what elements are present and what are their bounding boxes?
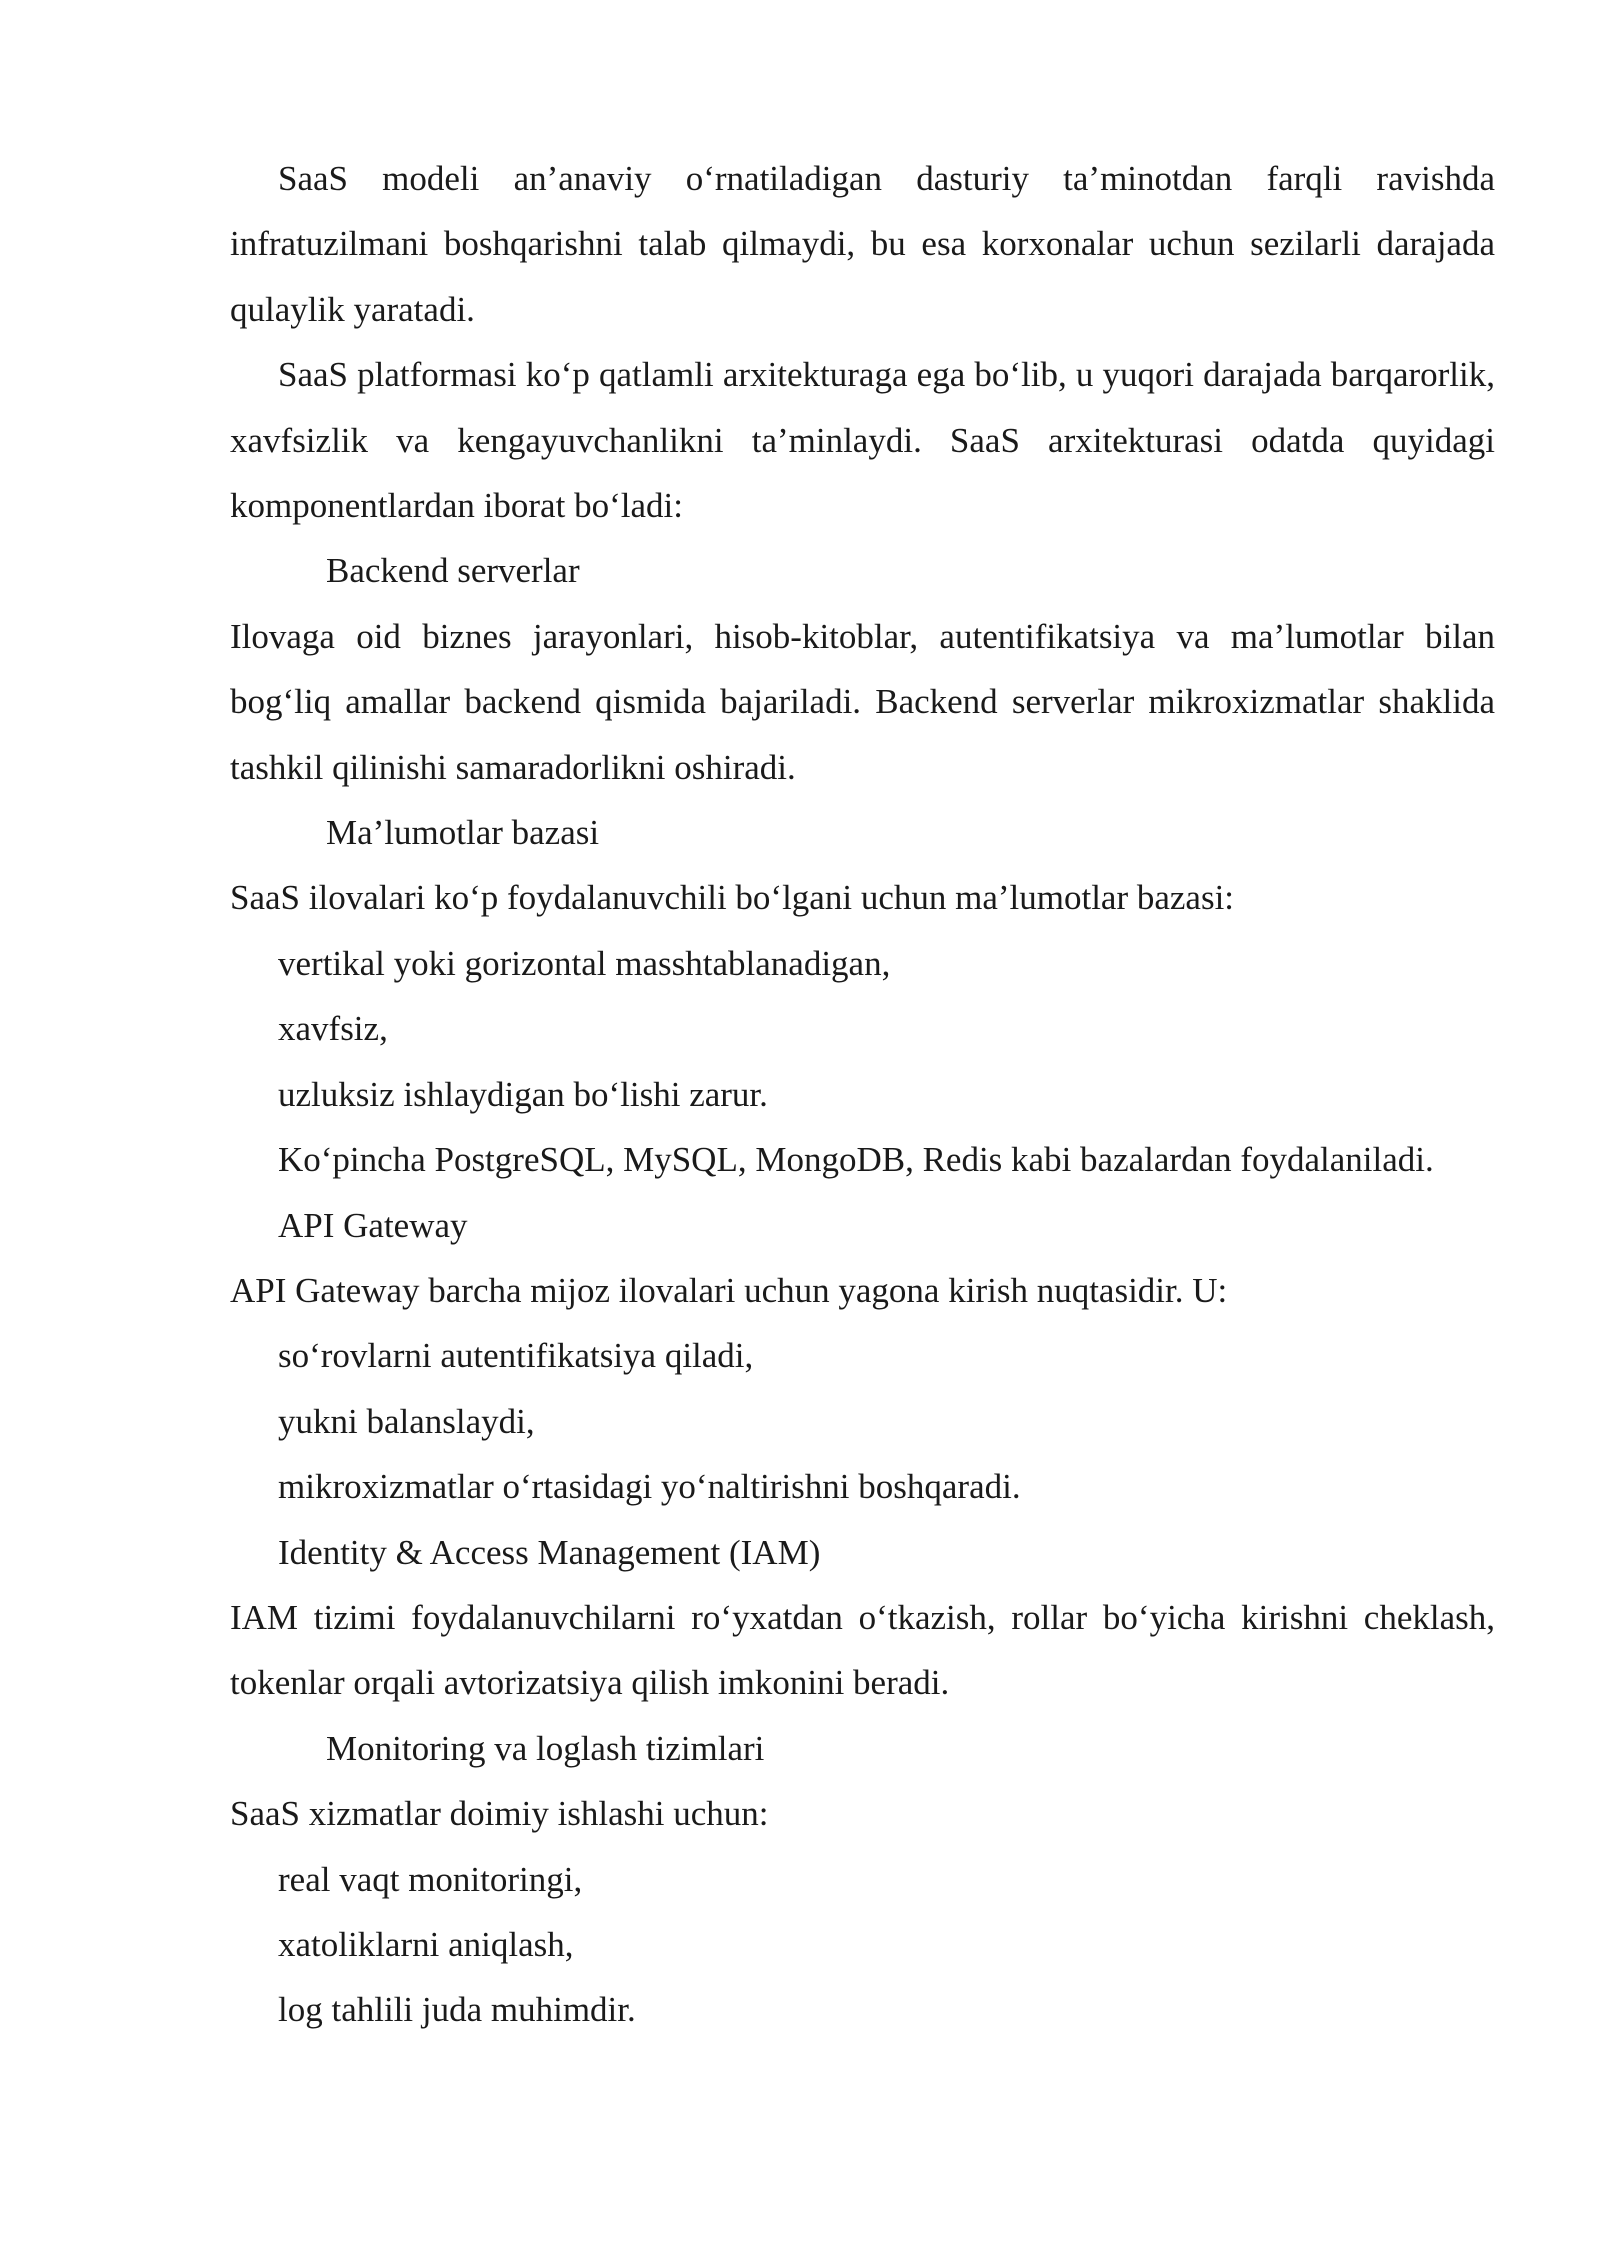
list-item-database-scalable: vertikal yoki gorizontal masshtablanadigan, [278,943,891,983]
paragraph-iam: IAM tizimi foydalanuvchilarni ro‘yxatdan o‘tkazish, rollar bo‘yicha kirishni cheklash, tokenlar orqali avtorizatsiya qilish imkonini beradi. [230,1597,1495,1703]
heading-monitoring: Monitoring va loglash tizimlari [326,1728,765,1768]
paragraph-api-gateway-intro: API Gateway barcha mijoz ilovalari uchun yagona kirish nuqtasidir. U: [230,1270,1228,1310]
paragraph-database-examples: Ko‘pincha PostgreSQL, MySQL, MongoDB, Redis kabi bazalardan foydalaniladi. [278,1140,1434,1180]
list-item-database-continuous: uzluksiz ishlaydigan bo‘lishi zarur. [278,1074,768,1114]
heading-api-gateway: API Gateway [278,1205,468,1245]
paragraph-backend-servers: Ilovaga oid biznes jarayonlari, hisob-kitoblar, autentifikatsiya va ma’lumotlar bilan bog‘liq amallar backend qismida bajariladi. Backend serverlar mikroxizmatlar shaklida tashkil qilinishi samaradorlikni oshiradi. [230,616,1495,787]
list-item-api-routing: mikroxizmatlar o‘rtasidagi yo‘naltirishni boshqaradi. [278,1467,1021,1507]
list-item-api-balance: yukni balanslaydi, [278,1401,535,1441]
heading-backend-servers: Backend serverlar [326,551,580,591]
document-body [230,146,1495,2043]
list-item-monitoring-realtime: real vaqt monitoringi, [278,1859,583,1899]
paragraph-saas-intro: SaaS modeli an’anaviy o‘rnatiladigan dasturiy ta’minotdan farqli ravishda infratuzilmani boshqarishni talab qilmaydi, bu esa korxonalar uchun sezilarli darajada qulaylik yaratadi. [230,159,1495,329]
heading-database: Ma’lumotlar bazasi [326,813,600,853]
list-item-database-secure: xavfsiz, [278,1009,388,1049]
list-item-monitoring-errors: xatoliklarni aniqlash, [278,1924,574,1964]
paragraph-saas-architecture: SaaS platformasi ko‘p qatlamli arxitekturaga ega bo‘lib, u yuqori darajada barqarorlik, xavfsizlik va kengayuvchanlikni ta’minlaydi. SaaS arxitekturasi odatda quyidagi komponentlardan iborat bo‘ladi: [230,355,1495,526]
heading-iam: Identity & Access Management (IAM) [278,1532,821,1572]
list-item-api-auth: so‘rovlarni autentifikatsiya qiladi, [278,1336,754,1376]
paragraph-database-intro: SaaS ilovalari ko‘p foydalanuvchili bo‘lgani uchun ma’lumotlar bazasi: [230,878,1235,918]
list-item-monitoring-logs: log tahlili juda muhimdir. [278,1990,636,2030]
paragraph-monitoring-intro: SaaS xizmatlar doimiy ishlashi uchun: [230,1794,769,1834]
